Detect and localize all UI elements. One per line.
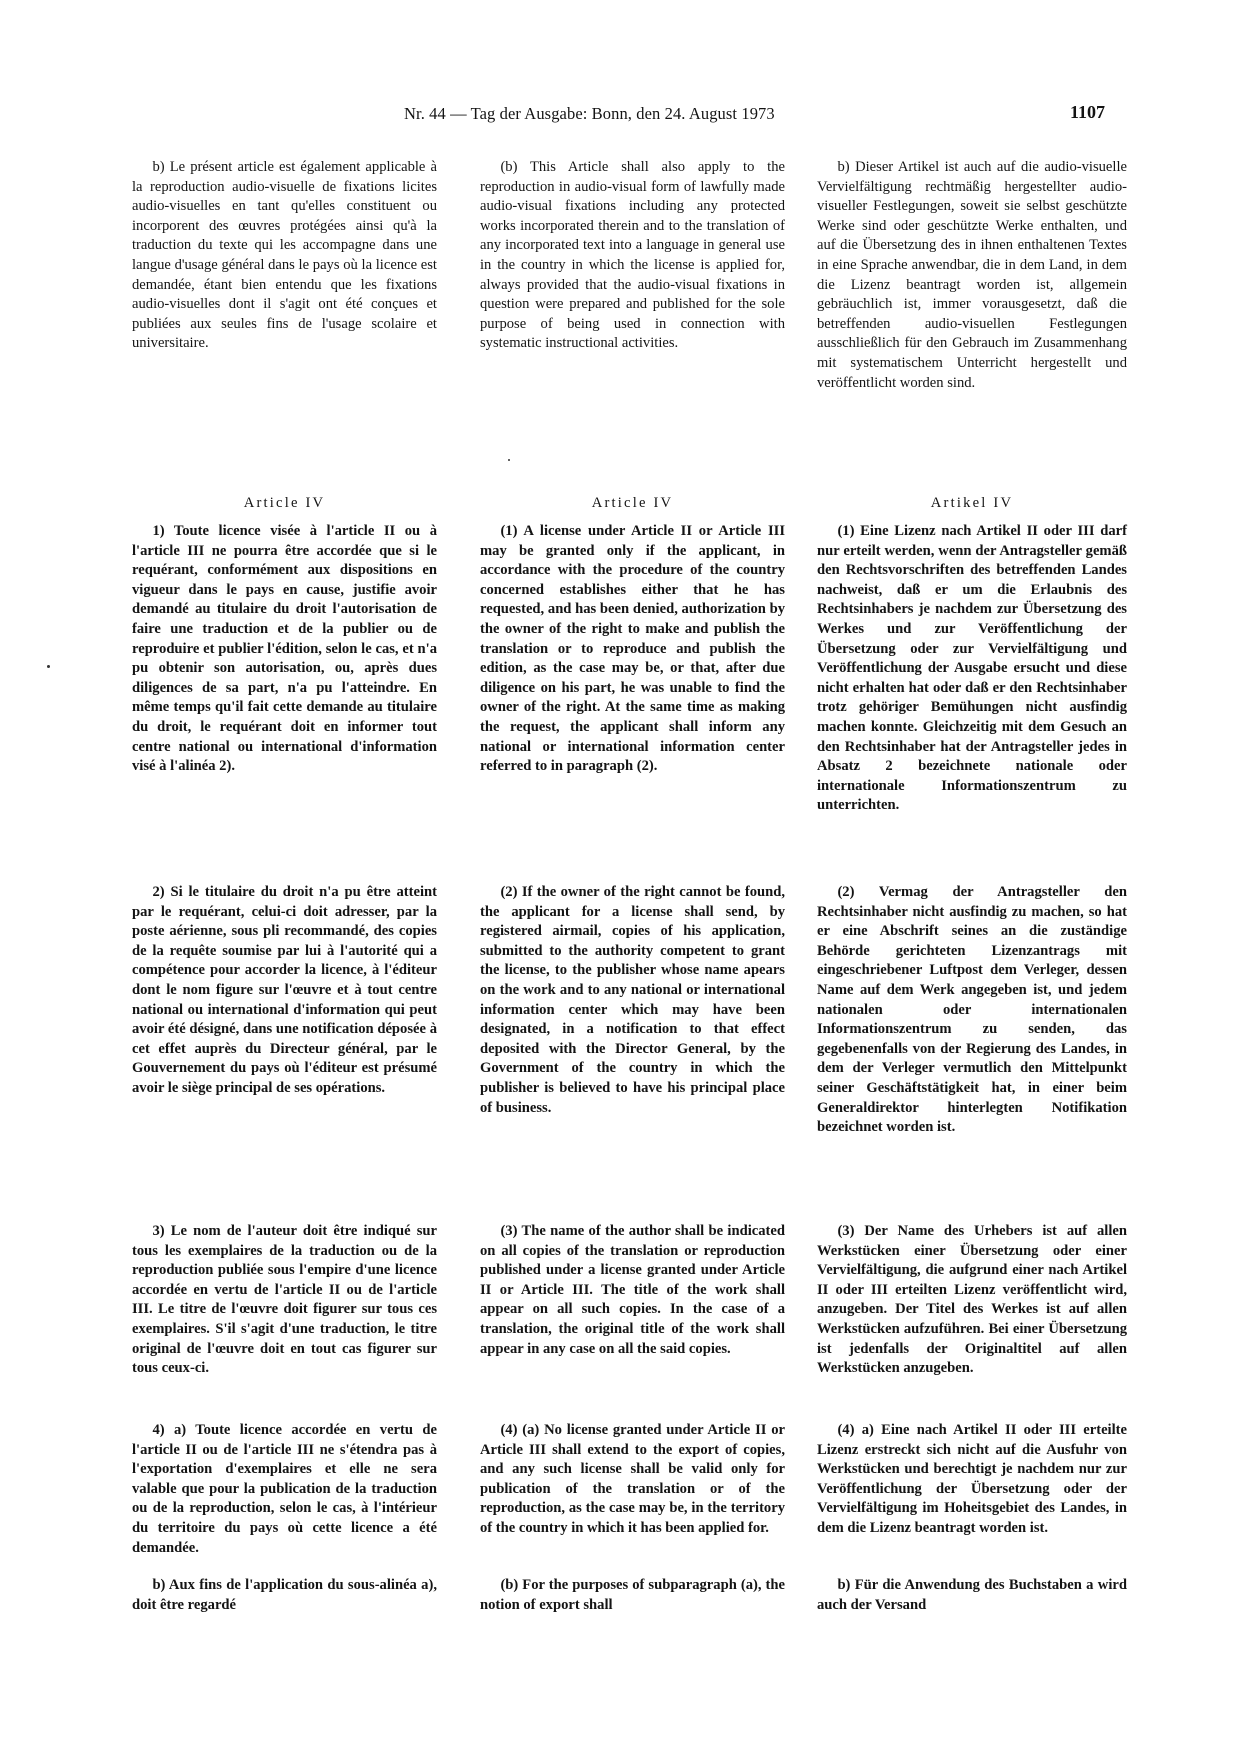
- article-heading: Artikel IV: [930, 495, 1014, 511]
- paragraph-b-intro: b) Le présent article est également applicable à la reproduction audio-visuelle de fixations licites audio-visuelles en tant qu'elles constituent ou incorporent des œuvres protégées ainsi qu'à la traduction du texte qui les accompagne dans une langue d'usage général dans le pays où la licence est demandée, étant bien entendu que les fixations audio-visuelles dont il s'agit ont été conçues et publiées aux seules fins de l'usage scolaire et universitaire.: [132, 159, 437, 352]
- paragraph-4b: b) Für die Anwendung des Buchstaben a wird auch der Versand: [817, 1577, 1127, 1613]
- running-header: [0, 104, 1237, 128]
- paragraph-4a: 4) a) Toute licence accordée en vertu de l'article II ou de l'article III ne s'étendra pas à l'exportation d'exemplaires et elle ne sera valable que pour la publication de la traduction ou de la reproduction, selon le cas, à l'intérieur du territoire du pays où cette licence a été demandée.: [132, 1422, 437, 1556]
- paragraph-4a: (4) (a) No license granted under Article II or Article III shall extend to the export of copies, and any such license shall be valid only for publication of the translation or of the reproduction, as the case may be, in the territory of the country in which it has been applied for.: [480, 1422, 785, 1536]
- page-body: [132, 158, 1127, 1638]
- column-english: [480, 158, 785, 1638]
- scan-speck: [47, 665, 50, 668]
- page-number: 1107: [1070, 102, 1106, 122]
- column-german: [817, 158, 1127, 1638]
- article-heading: Article IV: [243, 495, 326, 511]
- paragraph-1: (1) A license under Article II or Article III may be granted only if the applicant, in accordance with the procedure of the country concerned establishes either that he has requested, and has been denied, authorization by the owner of the right to make and publish the translation or to reproduce and publish the edition, as the case may be, or that, after due diligence on his part, he was unable to find the owner of the right. At the same time as making the request, the applicant shall inform any national or international information center referred to in paragraph (2).: [480, 523, 785, 775]
- paragraph-3: 3) Le nom de l'auteur doit être indiqué sur tous les exemplaires de la traduction ou de la reproduction publiée sous l'empire d'une licence accordée en vertu de l'article II ou de l'article III. Le titre de l'œuvre doit figurer sur tous ces exemplaires. S'il s'agit d'une traduction, le titre original de l'œuvre doit en tout cas figurer sur tous ceux-ci.: [132, 1223, 437, 1377]
- header-title: Nr. 44 — Tag der Ausgabe: Bonn, den 24. August 1973: [404, 104, 775, 123]
- paragraph-4b: b) Aux fins de l'application du sous-alinéa a), doit être regardé: [132, 1577, 437, 1613]
- paragraph-4b: (b) For the purposes of subparagraph (a), the notion of export shall: [480, 1577, 785, 1613]
- paragraph-4a: (4) a) Eine nach Artikel II oder III erteilte Lizenz erstreckt sich nicht auf die Ausfuhr von Werkstücken und berechtigt je nachdem nur zur Veröffentlichung der Übersetzung oder der Vervielfältigung im Hoheitsgebiet des Landes, in dem die Lizenz beantragt worden ist.: [817, 1422, 1127, 1536]
- paragraph-2: (2) Vermag der Antragsteller den Rechtsinhaber nicht ausfindig zu machen, so hat er eine Abschrift seines an die zuständige Behörde gerichteten Lizenzantrags mit eingeschriebener Luftpost dem Verleger, dessen Name auf dem Werk angegeben ist, und jedem nationalen oder internationalen Informationszentrum zu senden, das gegebenenfalls von der Regierung des Landes, in dem der Verleger vermutlich den Mittelpunkt seiner Geschäftstätigkeit hat, in einer beim Generaldirektor hinterlegten Notifikation bezeichnet worden ist.: [817, 884, 1127, 1136]
- paragraph-1: 1) Toute licence visée à l'article II ou à l'article III ne pourra être accordée que si le requérant, conformément aux dispositions en vigueur dans le pays en cause, justifie avoir demandé au titulaire du droit l'autorisation de faire une traduction et de la publier ou de reproduire et publier l'édition, selon le cas, et n'a pu obtenir son autorisation, ou, après dues diligences de sa part, n'a pu l'atteindre. En même temps qu'il fait cette demande au titulaire du droit, le requérant doit en informer tout centre national ou international d'information visé à l'alinéa 2).: [132, 523, 437, 775]
- paragraph-2: 2) Si le titulaire du droit n'a pu être atteint par le requérant, celui-ci doit adresser, par la poste aérienne, sous pli recommandé, des copies de la requête soumise par lui à l'autorité qui a compétence pour accorder la licence, à l'éditeur dont le nom figure sur l'œuvre et à tout centre national ou international d'information qui peut avoir été désigné, dans une notification déposée à cet effet auprès du Directeur général, par le Gouvernement du pays où l'éditeur est présumé avoir le siège principal de ses opérations.: [132, 884, 437, 1096]
- scan-speck: [508, 459, 510, 461]
- paragraph-b-intro: (b) This Article shall also apply to the reproduction in audio-visual form of lawfully made audio-visual fixations including any protected works incorporated therein and to the translation of any incorporated text into a language in general use in the country in which the license is applied for, always provided that the audio-visual fixations in question were prepared and published for the sole purpose of being used in connection with systematic instructional activities.: [480, 159, 785, 352]
- paragraph-2: (2) If the owner of the right cannot be found, the applicant for a license shall send, by registered airmail, copies of his application, submitted to the authority competent to grant the license, to the publisher whose name apears on the work and to any national or international information center which may have been designated, in a notification to that effect deposited with the Director General, by the Government of the country in which the publisher is believed to have his principal place of business.: [480, 884, 785, 1116]
- paragraph-b-intro: b) Dieser Artikel ist auch auf die audio-visuelle Vervielfältigung rechtmäßig hergestellter audio-visueller Festlegungen, soweit sie selbst geschützte Werke sind oder geschützte Werke enthalten, und auf die Übersetzung des in ihnen enthaltenen Textes in eine Sprache anwendbar, die in dem Land, in dem die Lizenz beantragt worden ist, allgemein gebräuchlich ist, immer vorausgesetzt, daß die betreffenden audio-visuellen Festlegungen ausschließlich für den Gebrauch im Zusammenhang mit systematischem Unterricht hergestellt und veröffentlicht worden sind.: [817, 159, 1127, 391]
- column-french: [132, 158, 437, 1638]
- paragraph-3: (3) The name of the author shall be indicated on all copies of the translation or reproduction published under a license granted under Article II or Article III. The title of the work shall appear on all such copies. In the case of a translation, the original title of the work shall appear in any case on all the said copies.: [480, 1223, 785, 1357]
- article-heading: Article IV: [591, 495, 674, 511]
- paragraph-3: (3) Der Name des Urhebers ist auf allen Werkstücken einer Übersetzung oder einer Vervielfältigung, die aufgrund einer nach Artikel II oder III erteilten Lizenz veröffentlicht wird, anzugeben. Der Titel des Werkes ist auf allen Werkstücken aufzuführen. Bei einer Übersetzung ist jedenfalls der Originaltitel auf allen Werkstücken anzugeben.: [817, 1223, 1127, 1377]
- paragraph-1: (1) Eine Lizenz nach Artikel II oder III darf nur erteilt werden, wenn der Antragsteller gemäß den Rechtsvorschriften des betreffenden Landes nachweist, daß er um die Erlaubnis des Rechtsinhabers je nachdem zur Übersetzung des Werkes und zur Veröffentlichung der Übersetzung oder zur Vervielfältigung und Veröffentlichung der Ausgabe ersucht und diese nicht erhalten hat oder daß er den Rechtsinhaber trotz gehöriger Bemühungen nicht ausfindig machen konnte. Gleichzeitig mit dem Gesuch an den Rechtsinhaber hat der Antragsteller jedes in Absatz 2 bezeichnete nationale oder internationale Informationszentrum zu unterrichten.: [817, 523, 1127, 814]
